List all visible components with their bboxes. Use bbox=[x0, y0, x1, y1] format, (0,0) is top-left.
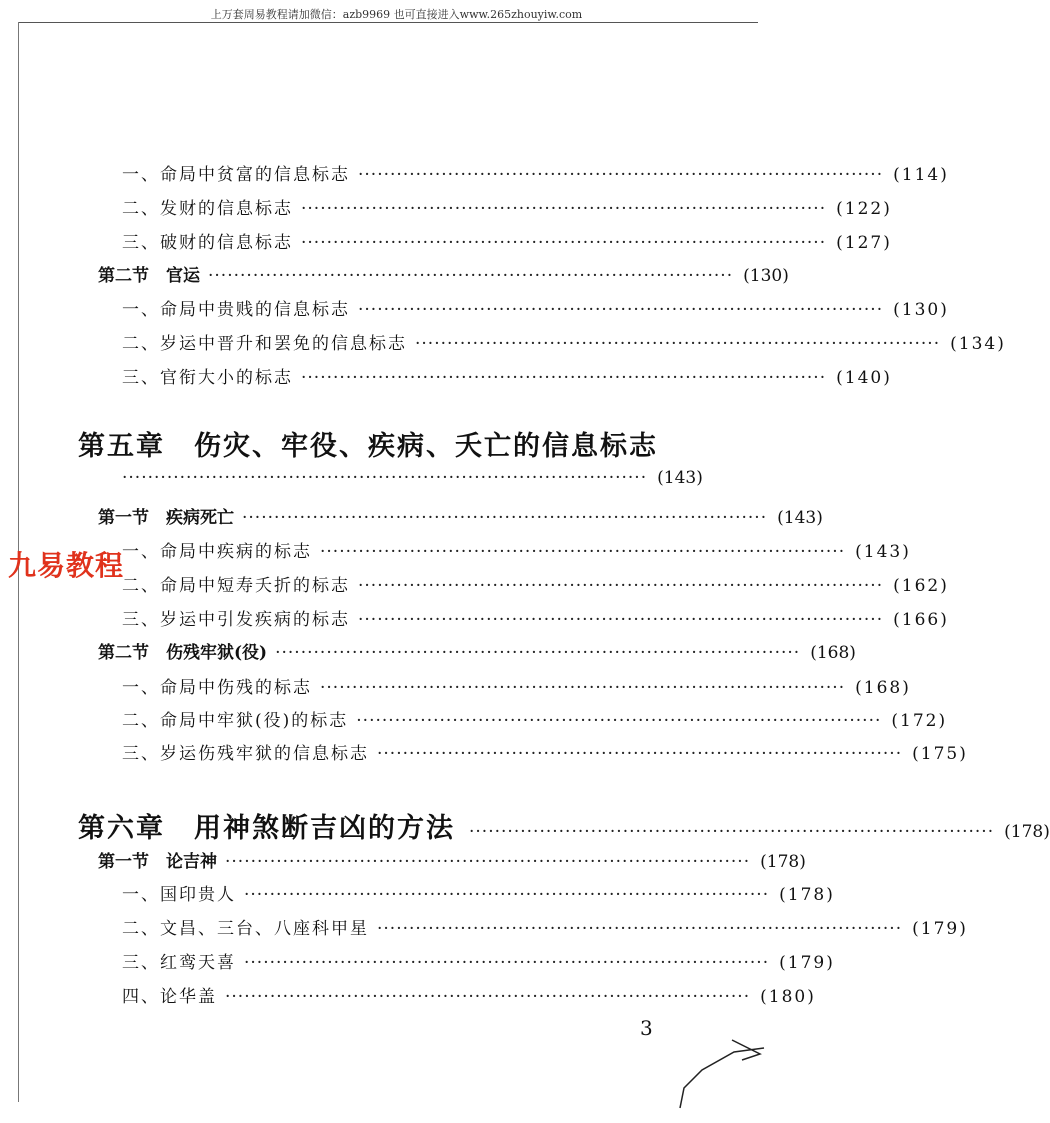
toc-leader-dots: ·················································································· bbox=[415, 334, 941, 354]
toc-entry-title: 四、论华盖 bbox=[122, 987, 217, 1007]
toc-entry[interactable] bbox=[122, 880, 835, 905]
toc-entry[interactable] bbox=[122, 228, 892, 253]
toc-entry[interactable] bbox=[122, 914, 968, 939]
toc-entry-title: 一、命局中贫富的信息标志 bbox=[122, 165, 350, 185]
toc-entry-title: 一、国印贵人 bbox=[122, 885, 236, 905]
toc-entry-title: 二、命局中牢狱(役)的标志 bbox=[122, 711, 349, 731]
toc-section-page: (168) bbox=[810, 643, 856, 663]
toc-entry-title: 一、命局中伤残的标志 bbox=[122, 678, 312, 698]
toc-section[interactable] bbox=[98, 261, 789, 286]
toc-entry-title: 一、命局中疾病的标志 bbox=[122, 542, 312, 562]
toc-entry-title: 三、岁运伤残牢狱的信息标志 bbox=[122, 744, 369, 764]
toc-entry-page: (122) bbox=[836, 199, 892, 219]
toc-entry-page: (140) bbox=[836, 368, 892, 388]
toc-leader-dots: ·················································································· bbox=[358, 610, 884, 630]
toc-leader-dots: ·················································································· bbox=[275, 643, 801, 663]
toc-leader-dots: ·················································································· bbox=[244, 953, 770, 973]
toc-entry[interactable] bbox=[122, 605, 949, 630]
toc-section-title: 第二节 官运 bbox=[98, 266, 200, 286]
toc-leader-dots: ·················································································· bbox=[225, 987, 751, 1007]
toc-section[interactable] bbox=[98, 638, 856, 663]
toc-chapter-leader-line bbox=[122, 468, 703, 492]
toc-section-title: 第一节 疾病死亡 bbox=[98, 508, 234, 528]
toc-leader-dots: ·················································································· bbox=[377, 919, 903, 939]
toc-chapter-page: (143) bbox=[657, 468, 703, 488]
toc-entry-title: 三、破财的信息标志 bbox=[122, 233, 293, 253]
toc-entry-page: (143) bbox=[855, 542, 911, 562]
toc-entry-page: (178) bbox=[779, 885, 835, 905]
toc-entry-page: (114) bbox=[893, 165, 949, 185]
toc-leader-dots: ·················································································· bbox=[320, 678, 846, 698]
toc-leader-dots: ·················································································· bbox=[377, 744, 903, 764]
toc-entry-title: 三、岁运中引发疾病的标志 bbox=[122, 610, 350, 630]
toc-chapter[interactable] bbox=[78, 806, 1050, 844]
header-rule bbox=[18, 22, 758, 23]
toc-entry-page: (130) bbox=[893, 300, 949, 320]
toc-entry-page: (168) bbox=[855, 678, 911, 698]
toc-leader-dots: ·················································································· bbox=[208, 266, 734, 286]
toc-leader-dots: ·················································································· bbox=[320, 542, 846, 562]
toc-entry-page: (179) bbox=[912, 919, 968, 939]
toc-section-title: 第二节 伤残牢狱(役) bbox=[98, 643, 268, 663]
toc-chapter-page: (178) bbox=[1004, 822, 1050, 842]
toc-entry[interactable] bbox=[122, 982, 816, 1007]
toc-leader-dots: ·················································································· bbox=[358, 576, 884, 596]
toc-entry-title: 三、官衔大小的标志 bbox=[122, 368, 293, 388]
toc-chapter-title[interactable]: 第五章 伤灾、牢役、疾病、夭亡的信息标志 bbox=[78, 431, 658, 462]
toc-section-page: (178) bbox=[760, 852, 806, 872]
toc-leader-dots: ·················································································· bbox=[301, 233, 827, 253]
toc-leader-dots: ·················································································· bbox=[225, 852, 751, 872]
toc-entry-title: 二、发财的信息标志 bbox=[122, 199, 293, 219]
toc-entry[interactable] bbox=[122, 295, 949, 320]
toc-entry[interactable] bbox=[122, 948, 835, 973]
toc-leader-dots: ·················································································· bbox=[301, 368, 827, 388]
toc-entry-page: (175) bbox=[912, 744, 968, 764]
toc-leader-dots: ·················································································· bbox=[242, 508, 768, 528]
toc-entry-title: 二、命局中短寿夭折的标志 bbox=[122, 576, 350, 596]
toc-entry[interactable] bbox=[122, 194, 892, 219]
toc-entry-title: 三、红鸾天喜 bbox=[122, 953, 236, 973]
toc-entry[interactable] bbox=[122, 739, 968, 764]
toc-leader-dots: ·················································································· bbox=[244, 885, 770, 905]
toc-entry[interactable] bbox=[122, 706, 948, 731]
toc-leader-dots: ·················································································· bbox=[469, 822, 995, 842]
toc-entry-page: (180) bbox=[760, 987, 816, 1007]
toc-entry[interactable] bbox=[122, 160, 949, 185]
toc-entry-title: 一、命局中贵贱的信息标志 bbox=[122, 300, 350, 320]
toc-section-page: (143) bbox=[777, 508, 823, 528]
pen-scribble-mark bbox=[672, 1030, 772, 1115]
toc-entry-page: (179) bbox=[779, 953, 835, 973]
toc-entry[interactable] bbox=[122, 363, 892, 388]
toc-entry-page: (166) bbox=[893, 610, 949, 630]
watermark-logo: 九易教程 bbox=[8, 549, 125, 582]
page-header-banner: 上万套周易教程请加微信：azb9969 也可直接进入www.265zhouyiw.com bbox=[210, 8, 583, 21]
toc-entry-page: (162) bbox=[893, 576, 949, 596]
toc-entry-title: 二、文昌、三台、八座科甲星 bbox=[122, 919, 369, 939]
toc-entry-page: (127) bbox=[836, 233, 892, 253]
toc-entry[interactable] bbox=[122, 571, 949, 596]
toc-entry[interactable] bbox=[122, 329, 1006, 354]
toc-entry-page: (134) bbox=[950, 334, 1006, 354]
toc-section-title: 第一节 论吉神 bbox=[98, 852, 217, 872]
toc-leader-dots: ·················································································· bbox=[122, 468, 648, 488]
toc-leader-dots: ·················································································· bbox=[358, 300, 884, 320]
toc-entry-title: 二、岁运中晋升和罢免的信息标志 bbox=[122, 334, 407, 354]
toc-leader-dots: ·················································································· bbox=[358, 165, 884, 185]
toc-entry[interactable] bbox=[122, 673, 911, 698]
toc-section[interactable] bbox=[98, 847, 806, 872]
toc-leader-dots: ·················································································· bbox=[301, 199, 827, 219]
toc-section-page: (130) bbox=[743, 266, 789, 286]
toc-leader-dots: ·················································································· bbox=[356, 711, 882, 731]
page-number: 3 bbox=[640, 1016, 653, 1040]
toc-section[interactable] bbox=[98, 503, 823, 528]
toc-chapter-title: 第六章 用神煞断吉凶的方法 bbox=[78, 813, 455, 844]
toc-entry[interactable] bbox=[122, 537, 911, 562]
toc-entry-page: (172) bbox=[891, 711, 948, 731]
